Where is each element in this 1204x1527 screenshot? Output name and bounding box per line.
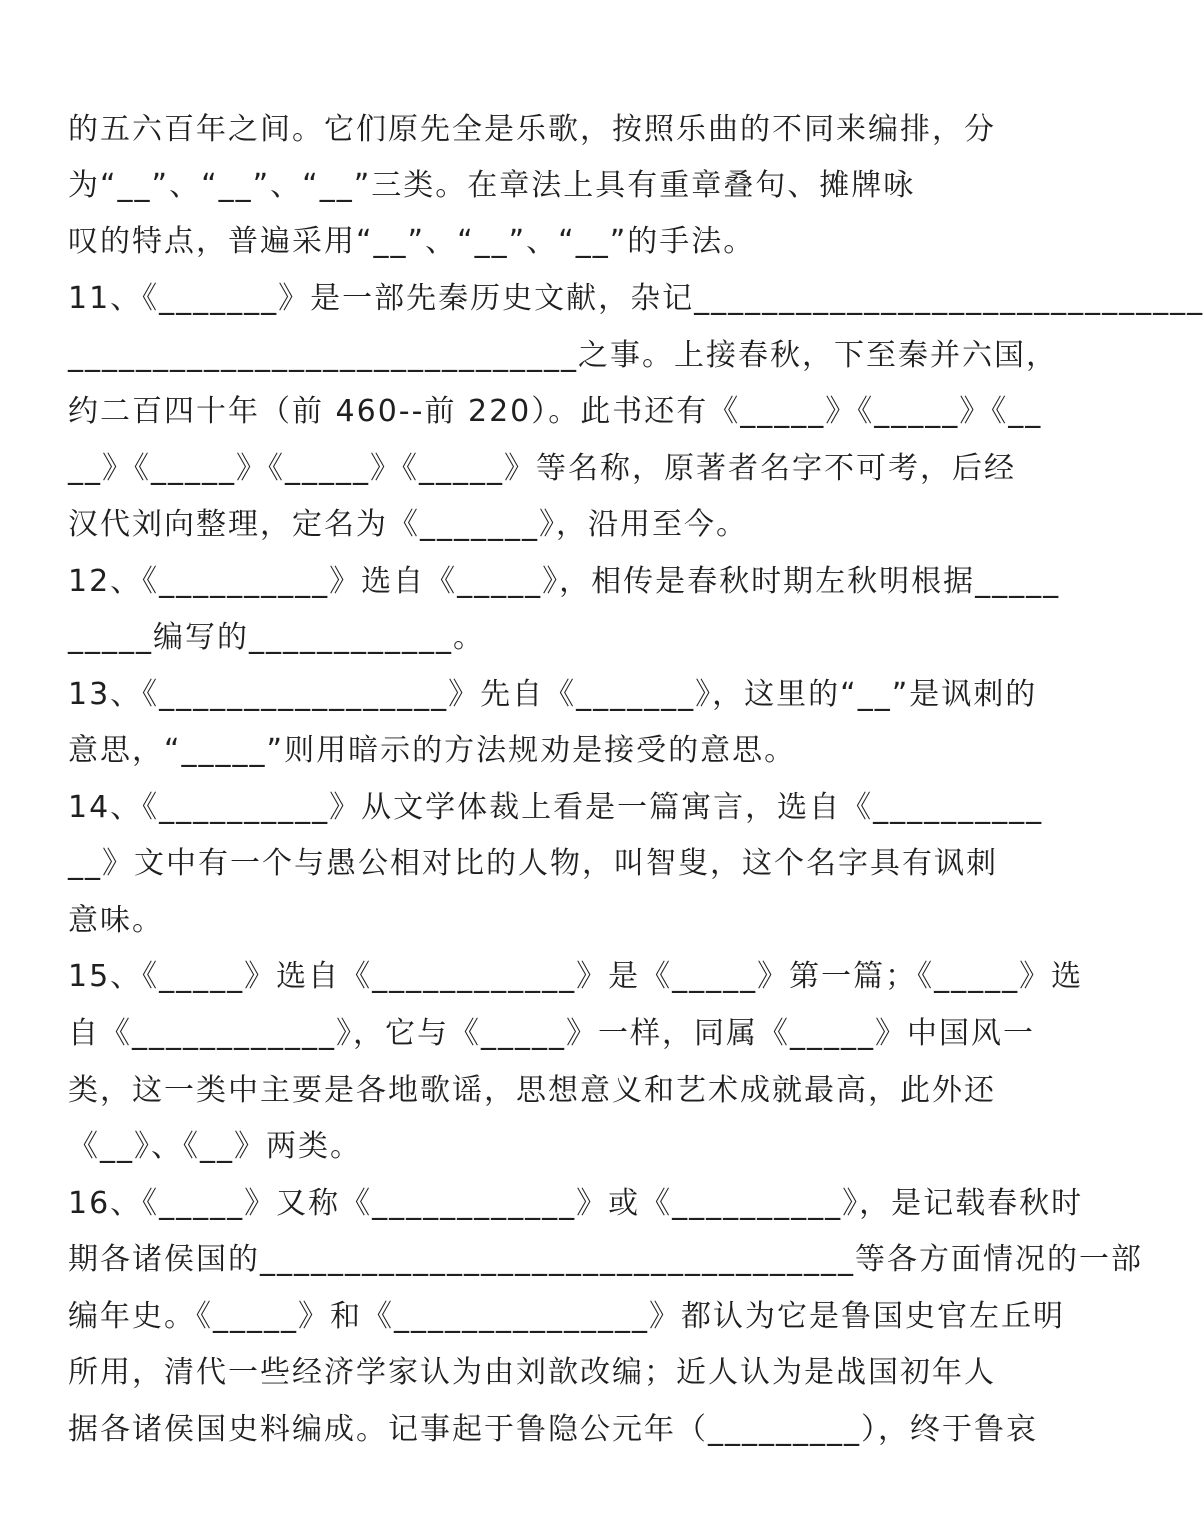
question-12: 12、《__________》选自《_____》，相传是春秋时期左秋明根据_____ (68, 564, 1061, 599)
text-line: 所用，清代一些经济学家认为由刘歆改编；近人认为是战国初年人 (68, 1355, 996, 1390)
text-line: __》《_____》《_____》《_____》等名称，原著者名字不可考，后经 (68, 451, 1016, 486)
text-line: _____编写的____________。 (68, 620, 485, 655)
text-line: 自《____________》，它与《_____》一样，同属《_____》中国风一 (68, 1016, 1035, 1051)
text-line: 据各诸侯国史料编成。记事起于鲁隐公元年（_________），终于鲁哀 (68, 1412, 1038, 1447)
text-line: 《__》、《__》两类。 (68, 1129, 362, 1164)
text-line: __》文中有一个与愚公相对比的人物，叫智叟，这个名字具有讽刺 (68, 846, 998, 881)
question-13: 13、《_________________》先自《_______》，这里的“__”是讽刺的 (68, 677, 1038, 712)
text-line: 叹的特点，普遍采用“__”、“__”、“__”的手法。 (68, 224, 756, 259)
question-14: 14、《__________》从文学体裁上看是一篇寓言，选自《__________ (68, 790, 1044, 825)
text-line: 的五六百年之间。它们原先全是乐歌，按照乐曲的不同来编排，分 (68, 112, 996, 147)
text-line: 汉代刘向整理，定名为《_______》，沿用至今。 (68, 507, 748, 542)
text-line: 意思，“_____”则用暗示的方法规劝是接受的意思。 (68, 733, 797, 768)
text-line: 意味。 (68, 903, 164, 938)
text-line: 为“__”、“__”、“__”三类。在章法上具有重章叠句、摊牌咏 (68, 168, 916, 203)
text-line: 编年史。《_____》和《_______________》都认为它是鲁国史官左丘明 (68, 1299, 1065, 1334)
question-16: 16、《_____》又称《____________》或《__________》，是记载春秋时 (68, 1186, 1084, 1221)
question-15: 15、《_____》选自《____________》是《_____》第一篇；《_____》选 (68, 959, 1084, 994)
text-line: 约二百四十年（前 460--前 220）。此书还有《_____》《_____》《__ (68, 394, 1043, 429)
text-line: 类，这一类中主要是各地歌谣，思想意义和艺术成就最高，此外还 (68, 1073, 996, 1108)
text-line: 期各诸侯国的___________________________________等各方面情况的一部 (68, 1242, 1143, 1277)
text-line: ______________________________之事。上接春秋，下至秦并六国， (68, 338, 1058, 373)
question-11: 11、《_______》是一部先秦历史文献，杂记______________________________ (68, 281, 1204, 316)
